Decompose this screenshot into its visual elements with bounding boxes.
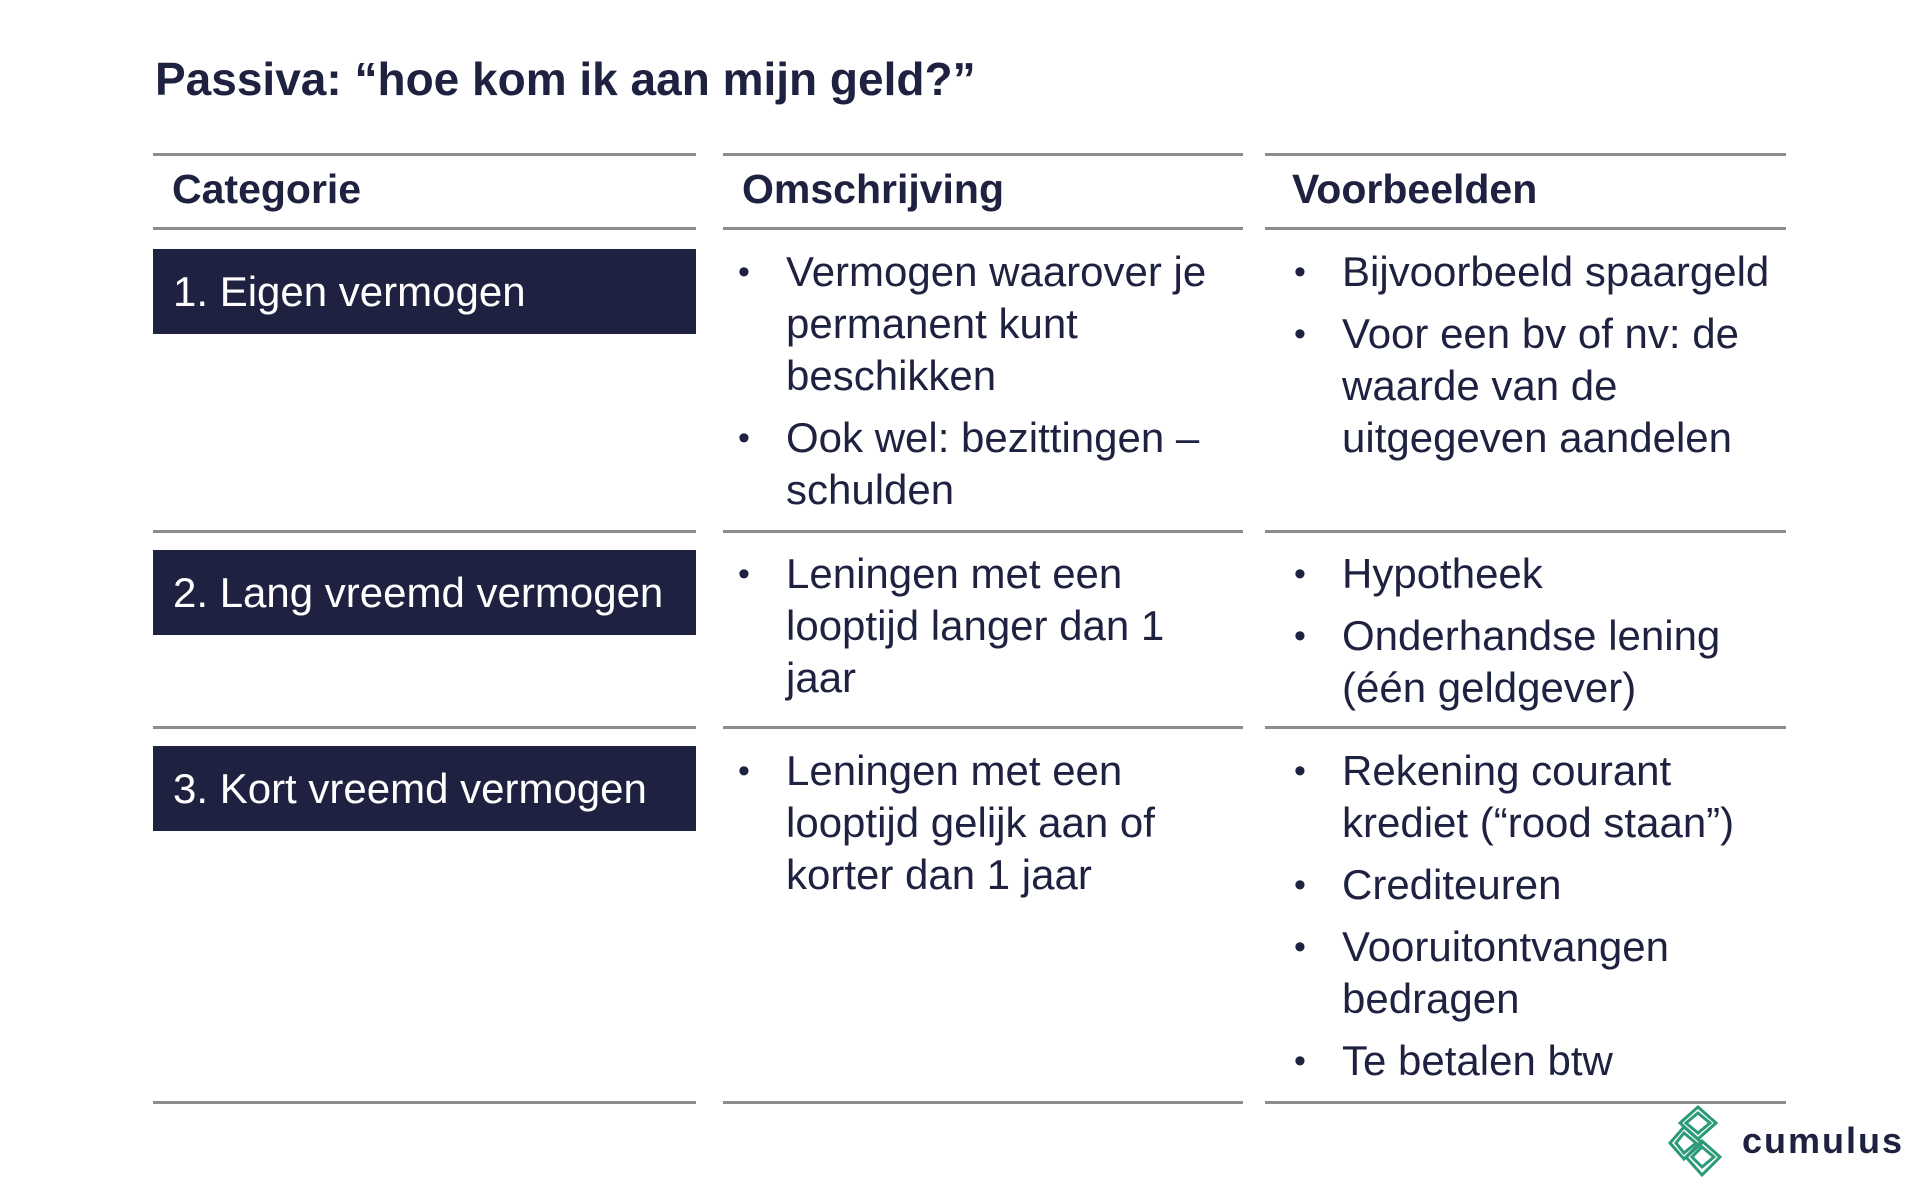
bullet-icon: •	[738, 555, 750, 593]
bullet-icon: •	[1294, 928, 1306, 966]
bullet-icon: •	[1294, 1042, 1306, 1080]
slide-title: Passiva: “hoe kom ik aan mijn geld?”	[155, 53, 976, 105]
row-separator	[723, 726, 1243, 729]
column-header-omschrijving: Omschrijving	[742, 166, 1005, 212]
description-list	[730, 246, 1250, 526]
bullet-icon: •	[1294, 752, 1306, 790]
logo-text: cumulus	[1742, 1120, 1905, 1161]
row-separator	[1265, 726, 1786, 729]
category-eigen-vermogen: 1. Eigen vermogen	[153, 249, 696, 334]
bullet-icon: •	[1294, 866, 1306, 904]
bullet-icon: •	[738, 419, 750, 457]
list-item: • Vermogen waarover je permanent kunt beschikken	[738, 248, 1207, 399]
cumulus-logo-icon	[1668, 1103, 1732, 1179]
list-item: • Te betalen btw	[1286, 1035, 1796, 1087]
row-separator	[723, 530, 1243, 533]
table-bottom-rule	[723, 1101, 1243, 1104]
list-item: • Hypotheek	[1286, 548, 1786, 600]
list-item: • Rekening courant krediet (“rood staan”)	[1294, 747, 1735, 846]
row-separator	[153, 530, 696, 533]
cumulus-logo	[1668, 1103, 1904, 1179]
description-list	[730, 548, 1190, 714]
header-bottom-rule	[723, 227, 1243, 230]
header-bottom-rule	[1265, 227, 1786, 230]
list-item: • Vooruitontvangen bedragen	[1294, 923, 1669, 1022]
bullet-icon: •	[738, 752, 750, 790]
bullet-icon: •	[1294, 555, 1306, 593]
row-separator	[153, 726, 696, 729]
examples-list	[1286, 246, 1796, 474]
list-item: • Ook wel: bezittingen – schulden	[738, 414, 1200, 513]
bullet-icon: •	[1294, 315, 1306, 353]
list-item: • Voor een bv of nv: de waarde van de uitgegeven aandelen	[1294, 310, 1739, 461]
bullet-icon: •	[1294, 253, 1306, 291]
list-item: • Leningen met een looptijd langer dan 1 jaar	[738, 550, 1165, 701]
category-lang-vreemd-vermogen: 2. Lang vreemd vermogen	[153, 550, 696, 635]
header-top-rule	[153, 153, 696, 156]
bullet-icon: •	[1294, 617, 1306, 655]
list-item: • Crediteuren	[1286, 859, 1796, 911]
category-kort-vreemd-vermogen: 3. Kort vreemd vermogen	[153, 746, 696, 831]
list-item: • Bijvoorbeeld spaargeld	[1286, 246, 1796, 298]
header-top-rule	[723, 153, 1243, 156]
list-item: • Leningen met een looptijd gelijk aan of korter dan 1 jaar	[738, 747, 1155, 898]
table-bottom-rule	[153, 1101, 696, 1104]
examples-list	[1286, 745, 1796, 1097]
list-item: • Onderhandse lening (één geldgever)	[1294, 612, 1721, 711]
header-bottom-rule	[153, 227, 696, 230]
column-header-voorbeelden: Voorbeelden	[1292, 166, 1538, 212]
examples-list	[1286, 548, 1786, 724]
row-separator	[1265, 530, 1786, 533]
description-list	[730, 745, 1190, 911]
header-top-rule	[1265, 153, 1786, 156]
bullet-icon: •	[738, 253, 750, 291]
column-header-categorie: Categorie	[172, 166, 362, 212]
